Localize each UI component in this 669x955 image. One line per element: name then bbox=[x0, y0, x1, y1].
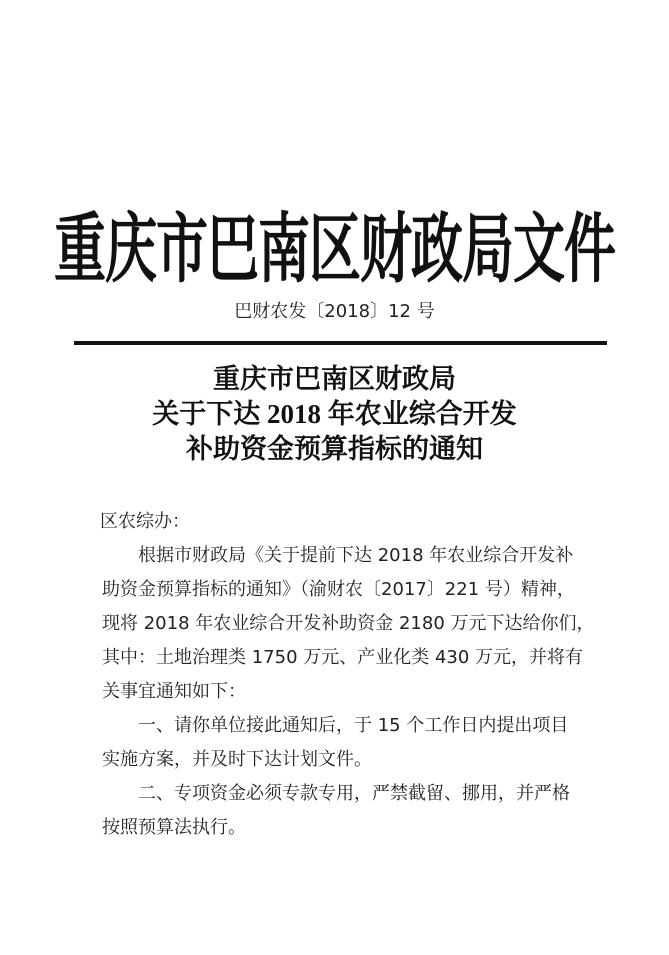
notice-title-line-1: 重庆市巴南区财政局 bbox=[213, 364, 456, 394]
body-line: 关事宜通知如下： bbox=[102, 681, 246, 702]
body-line: 现将 2018 年农业综合开发补助资金 2180 万元下达给你们， bbox=[102, 613, 595, 634]
notice-title-line-3: 补助资金预算指标的通知 bbox=[186, 434, 483, 464]
document-number: 巴财农发〔2018〕12 号 bbox=[234, 301, 435, 322]
notice-title-line-2: 关于下达 2018 年农业综合开发 bbox=[152, 399, 517, 429]
document-header-title: 重庆市巴南区财政局文件 bbox=[53, 205, 615, 294]
body-line: 实施方案，并及时下达计划文件。 bbox=[102, 749, 372, 770]
body-line: 二、专项资金必须专款专用，严禁截留、挪用，并严格 bbox=[138, 783, 570, 804]
body-line: 根据市财政局《关于提前下达 2018 年农业综合开发补 bbox=[138, 545, 574, 566]
salutation: 区农综办： bbox=[100, 511, 190, 532]
body-line: 按照预算法执行。 bbox=[102, 817, 246, 838]
header-divider bbox=[74, 341, 607, 345]
notice-body bbox=[100, 505, 595, 845]
body-line: 其中：土地治理类 1750 万元、产业化类 430 万元，并将有 bbox=[102, 647, 584, 668]
body-line: 助资金预算指标的通知》（渝财农〔2017〕221 号）精神， bbox=[102, 579, 575, 600]
notice-title bbox=[0, 362, 669, 467]
body-line: 一、请你单位接此通知后，于 15 个工作日内提出项目 bbox=[138, 715, 569, 736]
